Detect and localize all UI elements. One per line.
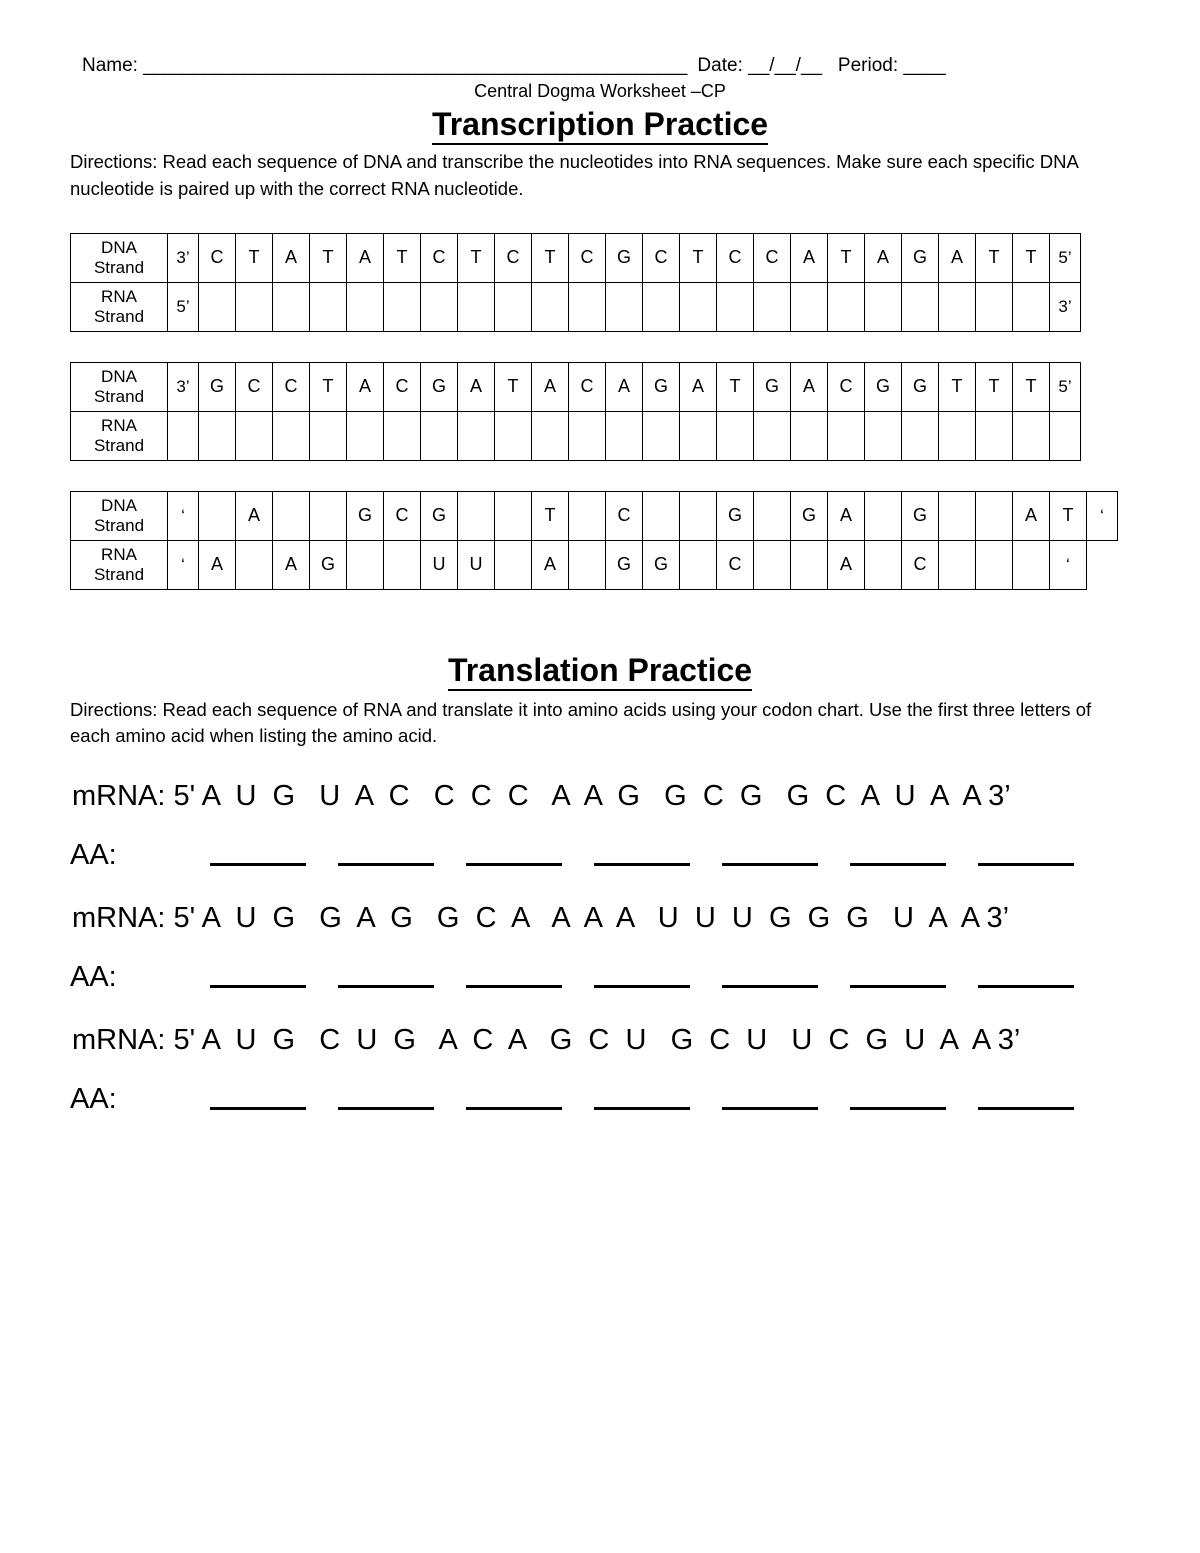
rna-nucleotide-cell[interactable] [347,282,384,331]
dna-nucleotide-cell[interactable]: A [828,491,865,540]
dna-nucleotide-cell[interactable]: C [828,362,865,411]
dna-nucleotide-cell[interactable]: C [384,491,421,540]
dna-nucleotide-cell[interactable]: T [495,362,532,411]
dna-nucleotide-cell[interactable]: G [643,362,680,411]
transcription-title-text: Transcription Practice [432,106,768,145]
dna-nucleotide-cell[interactable]: A [347,233,384,282]
dna-prime-end: 5’ [1050,233,1081,282]
rna-nucleotide-cell[interactable]: G [606,540,643,589]
rna-nucleotide-cell[interactable] [791,540,828,589]
amino-acid-answer-row [70,1083,1130,1116]
dna-nucleotide-cell[interactable]: A [791,233,828,282]
dna-nucleotide-cell[interactable]: A [865,233,902,282]
rna-nucleotide-cell[interactable] [495,540,532,589]
aa-answer-blank[interactable] [466,1107,562,1110]
rna-nucleotide-cell[interactable] [976,411,1013,460]
dna-nucleotide-cell[interactable] [273,491,310,540]
translation-problems [70,780,1130,1116]
rna-nucleotide-cell[interactable]: C [717,540,754,589]
rna-strand-row [71,540,1118,589]
rna-nucleotide-cell[interactable] [1013,282,1050,331]
dna-nucleotide-cell[interactable]: G [717,491,754,540]
dna-nucleotide-cell[interactable]: C [273,362,310,411]
dna-nucleotide-cell[interactable]: G [902,491,939,540]
dna-nucleotide-cell[interactable]: T [532,233,569,282]
dna-nucleotide-cell[interactable] [865,491,902,540]
dna-nucleotide-cell[interactable]: A [791,362,828,411]
aa-blanks-group [210,1107,1074,1116]
dna-nucleotide-cell[interactable]: T [976,233,1013,282]
rna-nucleotide-cell[interactable] [532,411,569,460]
dna-nucleotide-cell[interactable]: T [1013,362,1050,411]
rna-nucleotide-cell[interactable]: G [310,540,347,589]
rna-nucleotide-cell[interactable] [791,282,828,331]
dna-nucleotide-cell[interactable]: G [754,362,791,411]
rna-nucleotide-cell[interactable] [902,282,939,331]
mrna-label: mRNA: [72,1024,174,1057]
dna-nucleotide-cell[interactable]: T [1050,491,1087,540]
dna-nucleotide-cell[interactable]: G [902,233,939,282]
mrna-sequence: 5' A U G C U G A C A G C U G C U U C G U A A 3’ [173,1024,1021,1057]
rna-nucleotide-cell[interactable] [236,540,273,589]
dna-nucleotide-cell[interactable]: C [606,491,643,540]
dna-nucleotide-cell[interactable]: C [717,233,754,282]
aa-answer-blank[interactable] [850,863,946,866]
dna-nucleotide-cell[interactable]: G [421,362,458,411]
strand-table [70,233,1081,332]
mrna-label: mRNA: [72,780,174,813]
aa-answer-blank[interactable] [338,1107,434,1110]
rna-nucleotide-cell[interactable] [273,411,310,460]
aa-answer-blank[interactable] [466,985,562,988]
dna-nucleotide-cell[interactable]: G [791,491,828,540]
aa-blanks-group [210,863,1074,872]
translation-section-title [70,652,1130,689]
aa-answer-blank[interactable] [978,1107,1074,1110]
rna-strand-label: RNA Strand [71,540,168,589]
rna-nucleotide-cell[interactable] [310,282,347,331]
rna-nucleotide-cell[interactable]: A [199,540,236,589]
rna-nucleotide-cell[interactable] [606,282,643,331]
rna-nucleotide-cell[interactable] [347,540,384,589]
rna-nucleotide-cell[interactable] [458,411,495,460]
rna-nucleotide-cell[interactable] [384,282,421,331]
dna-nucleotide-cell[interactable]: C [236,362,273,411]
dna-nucleotide-cell[interactable]: T [717,362,754,411]
dna-nucleotide-cell[interactable]: T [680,233,717,282]
rna-nucleotide-cell[interactable] [421,411,458,460]
transcription-section-title [70,106,1130,143]
dna-nucleotide-cell[interactable]: A [532,362,569,411]
aa-answer-blank[interactable] [210,1107,306,1110]
dna-nucleotide-cell[interactable] [976,491,1013,540]
rna-nucleotide-cell[interactable] [236,411,273,460]
rna-nucleotide-cell[interactable] [865,540,902,589]
aa-answer-blank[interactable] [850,1107,946,1110]
dna-five-prime-start: 3’ [168,362,199,411]
dna-five-prime-start: 3’ [168,233,199,282]
dna-nucleotide-cell[interactable]: A [606,362,643,411]
dna-nucleotide-cell[interactable]: A [1013,491,1050,540]
name-blank-rule: ______________________________________________________ [143,55,687,76]
aa-answer-blank[interactable] [594,985,690,988]
rna-nucleotide-cell[interactable] [643,282,680,331]
aa-answer-blank[interactable] [722,1107,818,1110]
dna-nucleotide-cell[interactable]: A [273,233,310,282]
rna-strand-label: RNA Strand [71,411,168,460]
dna-nucleotide-cell[interactable] [310,491,347,540]
dna-nucleotide-cell[interactable]: A [939,233,976,282]
dna-strand-label: DNA Strand [71,362,168,411]
rna-nucleotide-cell[interactable] [828,282,865,331]
dna-strand-label: DNA Strand [71,233,168,282]
rna-nucleotide-cell[interactable]: A [828,540,865,589]
worksheet-subtitle: Central Dogma Worksheet –CP [474,81,726,101]
dna-nucleotide-cell[interactable]: T [310,233,347,282]
rna-nucleotide-cell[interactable] [199,411,236,460]
rna-nucleotide-cell[interactable] [791,411,828,460]
aa-label: AA: [70,1083,117,1116]
rna-nucleotide-cell[interactable] [310,411,347,460]
date-label: Date: __/__/__ [686,55,828,76]
mrna-sequence-row [72,1024,1130,1057]
rna-nucleotide-cell[interactable] [384,411,421,460]
aa-answer-blank[interactable] [338,985,434,988]
dna-nucleotide-cell[interactable] [199,491,236,540]
rna-strand-row [71,282,1081,331]
aa-answer-blank[interactable] [594,863,690,866]
rna-nucleotide-cell[interactable] [495,411,532,460]
dna-nucleotide-cell[interactable]: T [310,362,347,411]
rna-nucleotide-cell[interactable] [939,411,976,460]
aa-answer-blank[interactable] [850,985,946,988]
rna-prime-end: 3’ [1050,282,1081,331]
rna-nucleotide-cell[interactable] [273,282,310,331]
dna-nucleotide-cell[interactable]: C [421,233,458,282]
aa-label: AA: [70,961,117,994]
transcription-tables [70,233,1130,590]
rna-nucleotide-cell[interactable] [384,540,421,589]
aa-label: AA: [70,839,117,872]
dna-strand-row [71,362,1081,411]
rna-nucleotide-cell[interactable] [680,411,717,460]
rna-strand-row [71,411,1081,460]
dna-nucleotide-cell[interactable] [569,491,606,540]
dna-nucleotide-cell[interactable]: C [569,233,606,282]
dna-nucleotide-cell[interactable]: T [939,362,976,411]
rna-nucleotide-cell[interactable] [939,540,976,589]
dna-nucleotide-cell[interactable]: A [680,362,717,411]
dna-nucleotide-cell[interactable] [458,491,495,540]
amino-acid-answer-row [70,839,1130,872]
rna-nucleotide-cell[interactable]: U [421,540,458,589]
rna-nucleotide-cell[interactable] [532,282,569,331]
mrna-sequence-row [72,902,1130,935]
rna-nucleotide-cell[interactable] [865,282,902,331]
name-label: Name: [82,55,144,76]
aa-answer-blank[interactable] [722,863,818,866]
aa-answer-blank[interactable] [978,863,1074,866]
dna-prime-end: 5’ [1050,362,1081,411]
rna-nucleotide-cell[interactable] [865,411,902,460]
rna-nucleotide-cell[interactable] [347,411,384,460]
dna-nucleotide-cell[interactable]: C [754,233,791,282]
aa-answer-blank[interactable] [978,985,1074,988]
aa-blanks-group [210,985,1074,994]
rna-prime-end: ‘ [1050,540,1087,589]
dna-nucleotide-cell[interactable]: C [643,233,680,282]
rna-nucleotide-cell[interactable] [236,282,273,331]
dna-nucleotide-cell[interactable] [754,491,791,540]
translation-title-text: Translation Practice [448,652,752,691]
rna-nucleotide-cell[interactable] [754,540,791,589]
dna-nucleotide-cell[interactable]: G [347,491,384,540]
aa-answer-blank[interactable] [210,863,306,866]
dna-nucleotide-cell[interactable] [643,491,680,540]
dna-nucleotide-cell[interactable]: A [236,491,273,540]
dna-nucleotide-cell[interactable]: G [421,491,458,540]
period-label: Period: ____ [827,55,946,76]
dna-strand-row [71,233,1081,282]
amino-acid-answer-row [70,961,1130,994]
aa-answer-blank[interactable] [338,863,434,866]
rna-nucleotide-cell[interactable] [495,282,532,331]
dna-nucleotide-cell[interactable]: G [902,362,939,411]
dna-five-prime-start: ‘ [168,491,199,540]
aa-answer-blank[interactable] [594,1107,690,1110]
dna-nucleotide-cell[interactable]: T [384,233,421,282]
dna-nucleotide-cell[interactable]: G [199,362,236,411]
rna-nucleotide-cell[interactable] [680,540,717,589]
aa-answer-blank[interactable] [722,985,818,988]
dna-nucleotide-cell[interactable] [939,491,976,540]
transcription-directions: Directions: Read each sequence of DNA and transcribe the nucleotides into RNA sequences. Make sure each specific DNA nucleotide is paired up with the correct RNA nucleotide. [70,151,1078,199]
rna-prime-start: 5’ [168,282,199,331]
dna-strand-row [71,491,1118,540]
dna-nucleotide-cell[interactable] [680,491,717,540]
dna-nucleotide-cell[interactable]: T [236,233,273,282]
rna-nucleotide-cell[interactable] [754,282,791,331]
dna-nucleotide-cell[interactable]: T [976,362,1013,411]
mrna-sequence: 5' A U G G A G G C A A A A U U U G G G U A A 3’ [173,902,1010,935]
rna-nucleotide-cell[interactable]: C [902,540,939,589]
aa-answer-blank[interactable] [466,863,562,866]
rna-nucleotide-cell[interactable] [976,282,1013,331]
mrna-sequence-row [72,780,1130,813]
dna-nucleotide-cell[interactable]: T [1013,233,1050,282]
rna-nucleotide-cell[interactable] [569,411,606,460]
rna-nucleotide-cell[interactable]: A [273,540,310,589]
dna-nucleotide-cell[interactable]: A [347,362,384,411]
dna-nucleotide-cell[interactable]: C [384,362,421,411]
rna-nucleotide-cell[interactable] [939,282,976,331]
dna-nucleotide-cell[interactable]: C [495,233,532,282]
mrna-label: mRNA: [72,902,174,935]
rna-nucleotide-cell[interactable] [902,411,939,460]
dna-nucleotide-cell[interactable]: C [569,362,606,411]
rna-nucleotide-cell[interactable]: U [458,540,495,589]
rna-nucleotide-cell[interactable]: G [643,540,680,589]
rna-nucleotide-cell[interactable] [717,411,754,460]
rna-nucleotide-cell[interactable] [976,540,1013,589]
rna-nucleotide-cell[interactable] [717,282,754,331]
rna-nucleotide-cell[interactable] [606,411,643,460]
rna-prime-end [1050,411,1081,460]
rna-nucleotide-cell[interactable] [1013,540,1050,589]
dna-nucleotide-cell[interactable]: A [458,362,495,411]
rna-nucleotide-cell[interactable] [1013,411,1050,460]
dna-nucleotide-cell[interactable]: G [606,233,643,282]
dna-prime-end: ‘ [1087,491,1118,540]
dna-nucleotide-cell[interactable]: T [458,233,495,282]
dna-nucleotide-cell[interactable]: G [865,362,902,411]
student-info-header [82,55,1130,77]
rna-prime-start: ‘ [168,540,199,589]
strand-table [70,362,1081,461]
rna-nucleotide-cell[interactable] [458,282,495,331]
rna-prime-start [168,411,199,460]
rna-nucleotide-cell[interactable] [569,282,606,331]
rna-nucleotide-cell[interactable]: A [532,540,569,589]
dna-strand-label: DNA Strand [71,491,168,540]
strand-table [70,491,1118,590]
dna-nucleotide-cell[interactable] [495,491,532,540]
rna-nucleotide-cell[interactable] [643,411,680,460]
rna-nucleotide-cell[interactable] [421,282,458,331]
dna-nucleotide-cell[interactable]: T [532,491,569,540]
aa-answer-blank[interactable] [210,985,306,988]
translation-directions: Directions: Read each sequence of RNA and translate it into amino acids using your codon chart. Use the first three letters of each amino acid when listing the amino acid. [70,698,1092,747]
mrna-sequence: 5' A U G U A C C C C A A G G C G G C A U A A 3’ [173,780,1011,813]
dna-nucleotide-cell[interactable]: C [199,233,236,282]
rna-nucleotide-cell[interactable] [828,411,865,460]
rna-nucleotide-cell[interactable] [680,282,717,331]
rna-strand-label: RNA Strand [71,282,168,331]
dna-nucleotide-cell[interactable]: T [828,233,865,282]
rna-nucleotide-cell[interactable] [754,411,791,460]
rna-nucleotide-cell[interactable] [569,540,606,589]
rna-nucleotide-cell[interactable] [199,282,236,331]
